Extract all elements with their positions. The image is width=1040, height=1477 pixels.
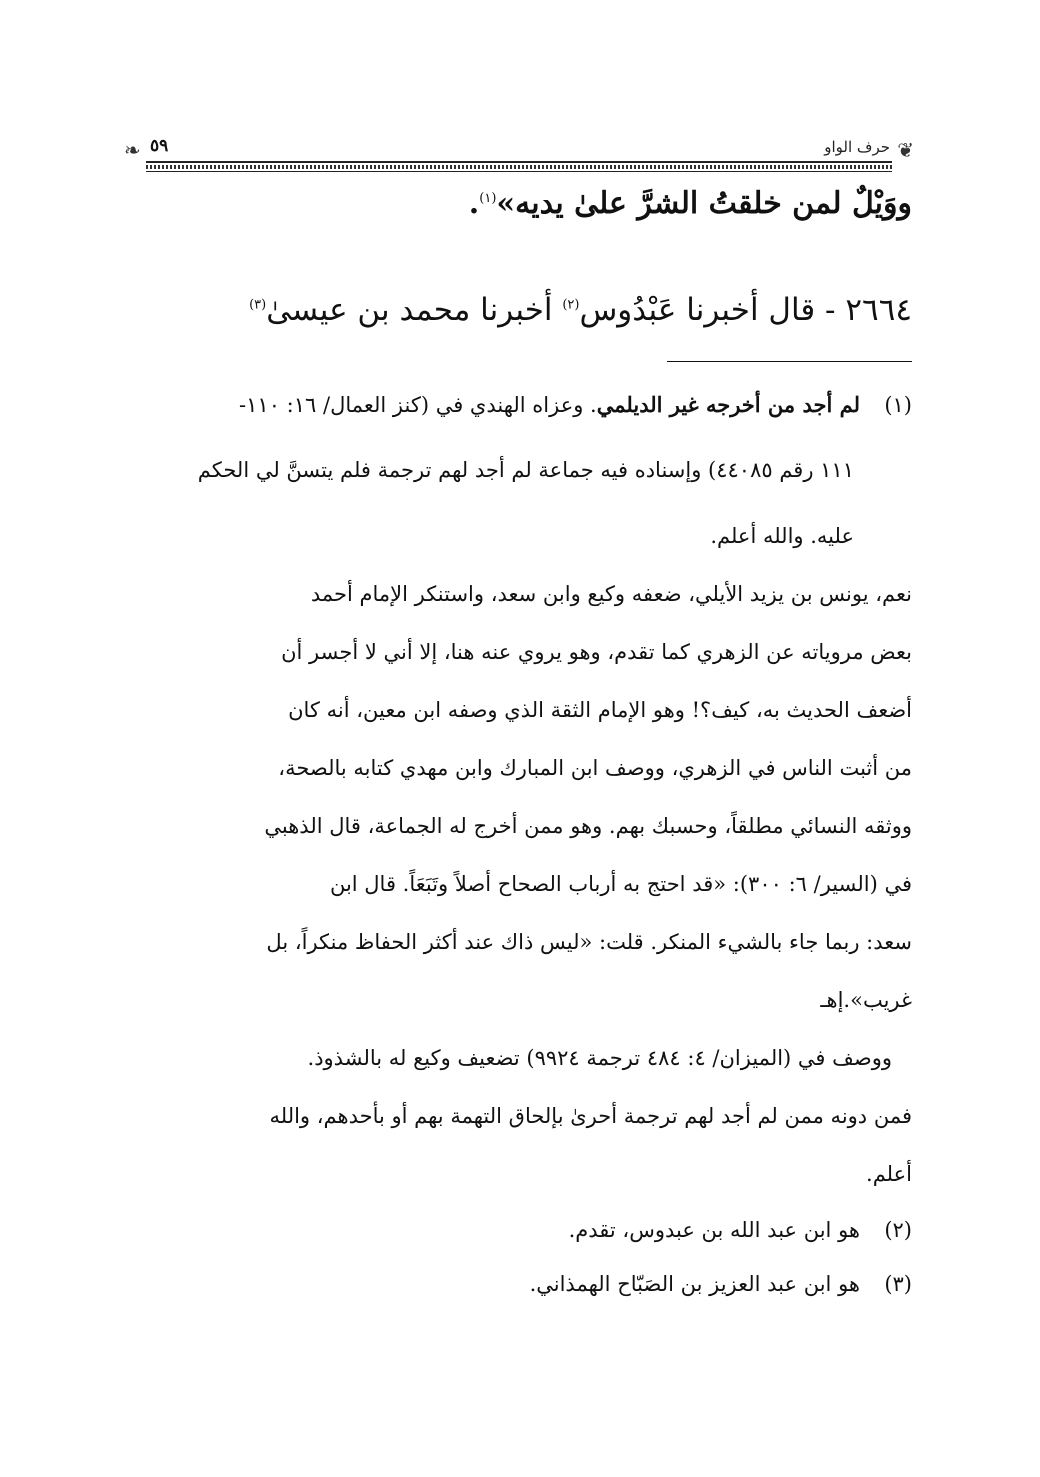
footnote-2: [569, 1218, 912, 1242]
footnote-ref: (٣): [249, 297, 267, 313]
footnote-number: (١): [884, 393, 912, 417]
footnote-line: فمن دونه ممن لم أجد لهم ترجمة أحرىٰ بإلحاق التهمة بهم أو بأحدهم، والله: [269, 1104, 912, 1128]
header-rule-thin: [146, 171, 892, 172]
footnote-text: . وعزاه الهندي في (كنز العمال/ ١٦: ١١٠-: [239, 393, 597, 417]
footnote-number: (٣): [884, 1272, 912, 1296]
main-text-line: [469, 186, 912, 221]
isnad-text: - قال أخبرنا عَبْدُوس: [579, 292, 846, 328]
footnote-line: عليه. والله أعلم.: [710, 524, 854, 548]
isnad-text: أخبرنا محمد بن عيسىٰ: [266, 292, 563, 328]
footnote-line: غريب».إهـ: [820, 988, 912, 1012]
footnote-line: نعم، يونس بن يزيد الأيلي، ضعفه وكيع وابن سعد، واستنكر الإمام أحمد: [310, 582, 912, 606]
footnote-line: ١١١ رقم ٤٤٠٨٥) وإسناده فيه جماعة لم أجد لهم ترجمة فلم يتسنَّ لي الحكم: [197, 458, 854, 482]
footnote-line: ووثقه النسائي مطلقاً، وحسبك بهم. وهو ممن أخرج له الجماعة، قال الذهبي: [264, 814, 912, 838]
chapter-title: حرف الواو: [824, 138, 890, 156]
page-number: ٥٩: [150, 136, 169, 156]
footnote-text: هو ابن عبد الله بن عبدوس، تقدم.: [568, 1218, 860, 1242]
ornament-icon: ❦: [897, 138, 914, 162]
footnote-ref: (٢): [562, 297, 580, 313]
header-rule: [146, 161, 892, 163]
footnote-line: أعلم.: [866, 1162, 912, 1186]
ornament-icon: ❧: [124, 138, 141, 162]
footnote-line: ووصف في (الميزان/ ٤: ٤٨٤ ترجمة ٩٩٢٤) تضعيف وكيع له بالشذوذ.: [307, 1046, 892, 1070]
isnad-line: [249, 292, 912, 328]
footnote-ref: (١): [479, 191, 497, 206]
footnote-number: (٢): [884, 1218, 912, 1242]
footnote-text: هو ابن عبد العزيز بن الصَبّاح الهمذاني.: [529, 1272, 860, 1296]
header-rule-pattern: [146, 165, 892, 169]
footnote-line: بعض مروياته عن الزهري كما تقدم، وهو يروي عنه هنا، إلا أني لا أجسر أن: [281, 640, 912, 664]
footnote-1-line: [239, 392, 912, 417]
hadith-number: ٢٦٦٤: [845, 292, 912, 328]
footnote-separator: [667, 361, 912, 362]
hadith-text: ووَيْلٌ لمن خلقتُ الشرَّ علىٰ يديه»: [496, 186, 912, 221]
footnote-line: من أثبت الناس في الزهري، ووصف ابن المبارك وابن مهدي كتابه بالصحة،: [278, 756, 912, 780]
footnote-bold-text: لم أجد من أخرجه غير الديلمي: [596, 392, 860, 417]
footnote-line: في (السير/ ٦: ٣٠٠): «قد احتج به أرباب الصحاح أصلاً وتَبَعَاً. قال ابن: [329, 872, 912, 896]
footnote-3: [530, 1272, 912, 1296]
footnote-line: أضعف الحديث به، كيف؟! وهو الإمام الثقة الذي وصفه ابن معين، أنه كان: [288, 698, 912, 722]
footnote-line: سعد: ربما جاء بالشيء المنكر. قلت: «ليس ذاك عند أكثر الحفاظ منكراً، بل: [266, 930, 912, 954]
sentence-end: .: [468, 186, 480, 221]
running-header: [124, 132, 914, 176]
